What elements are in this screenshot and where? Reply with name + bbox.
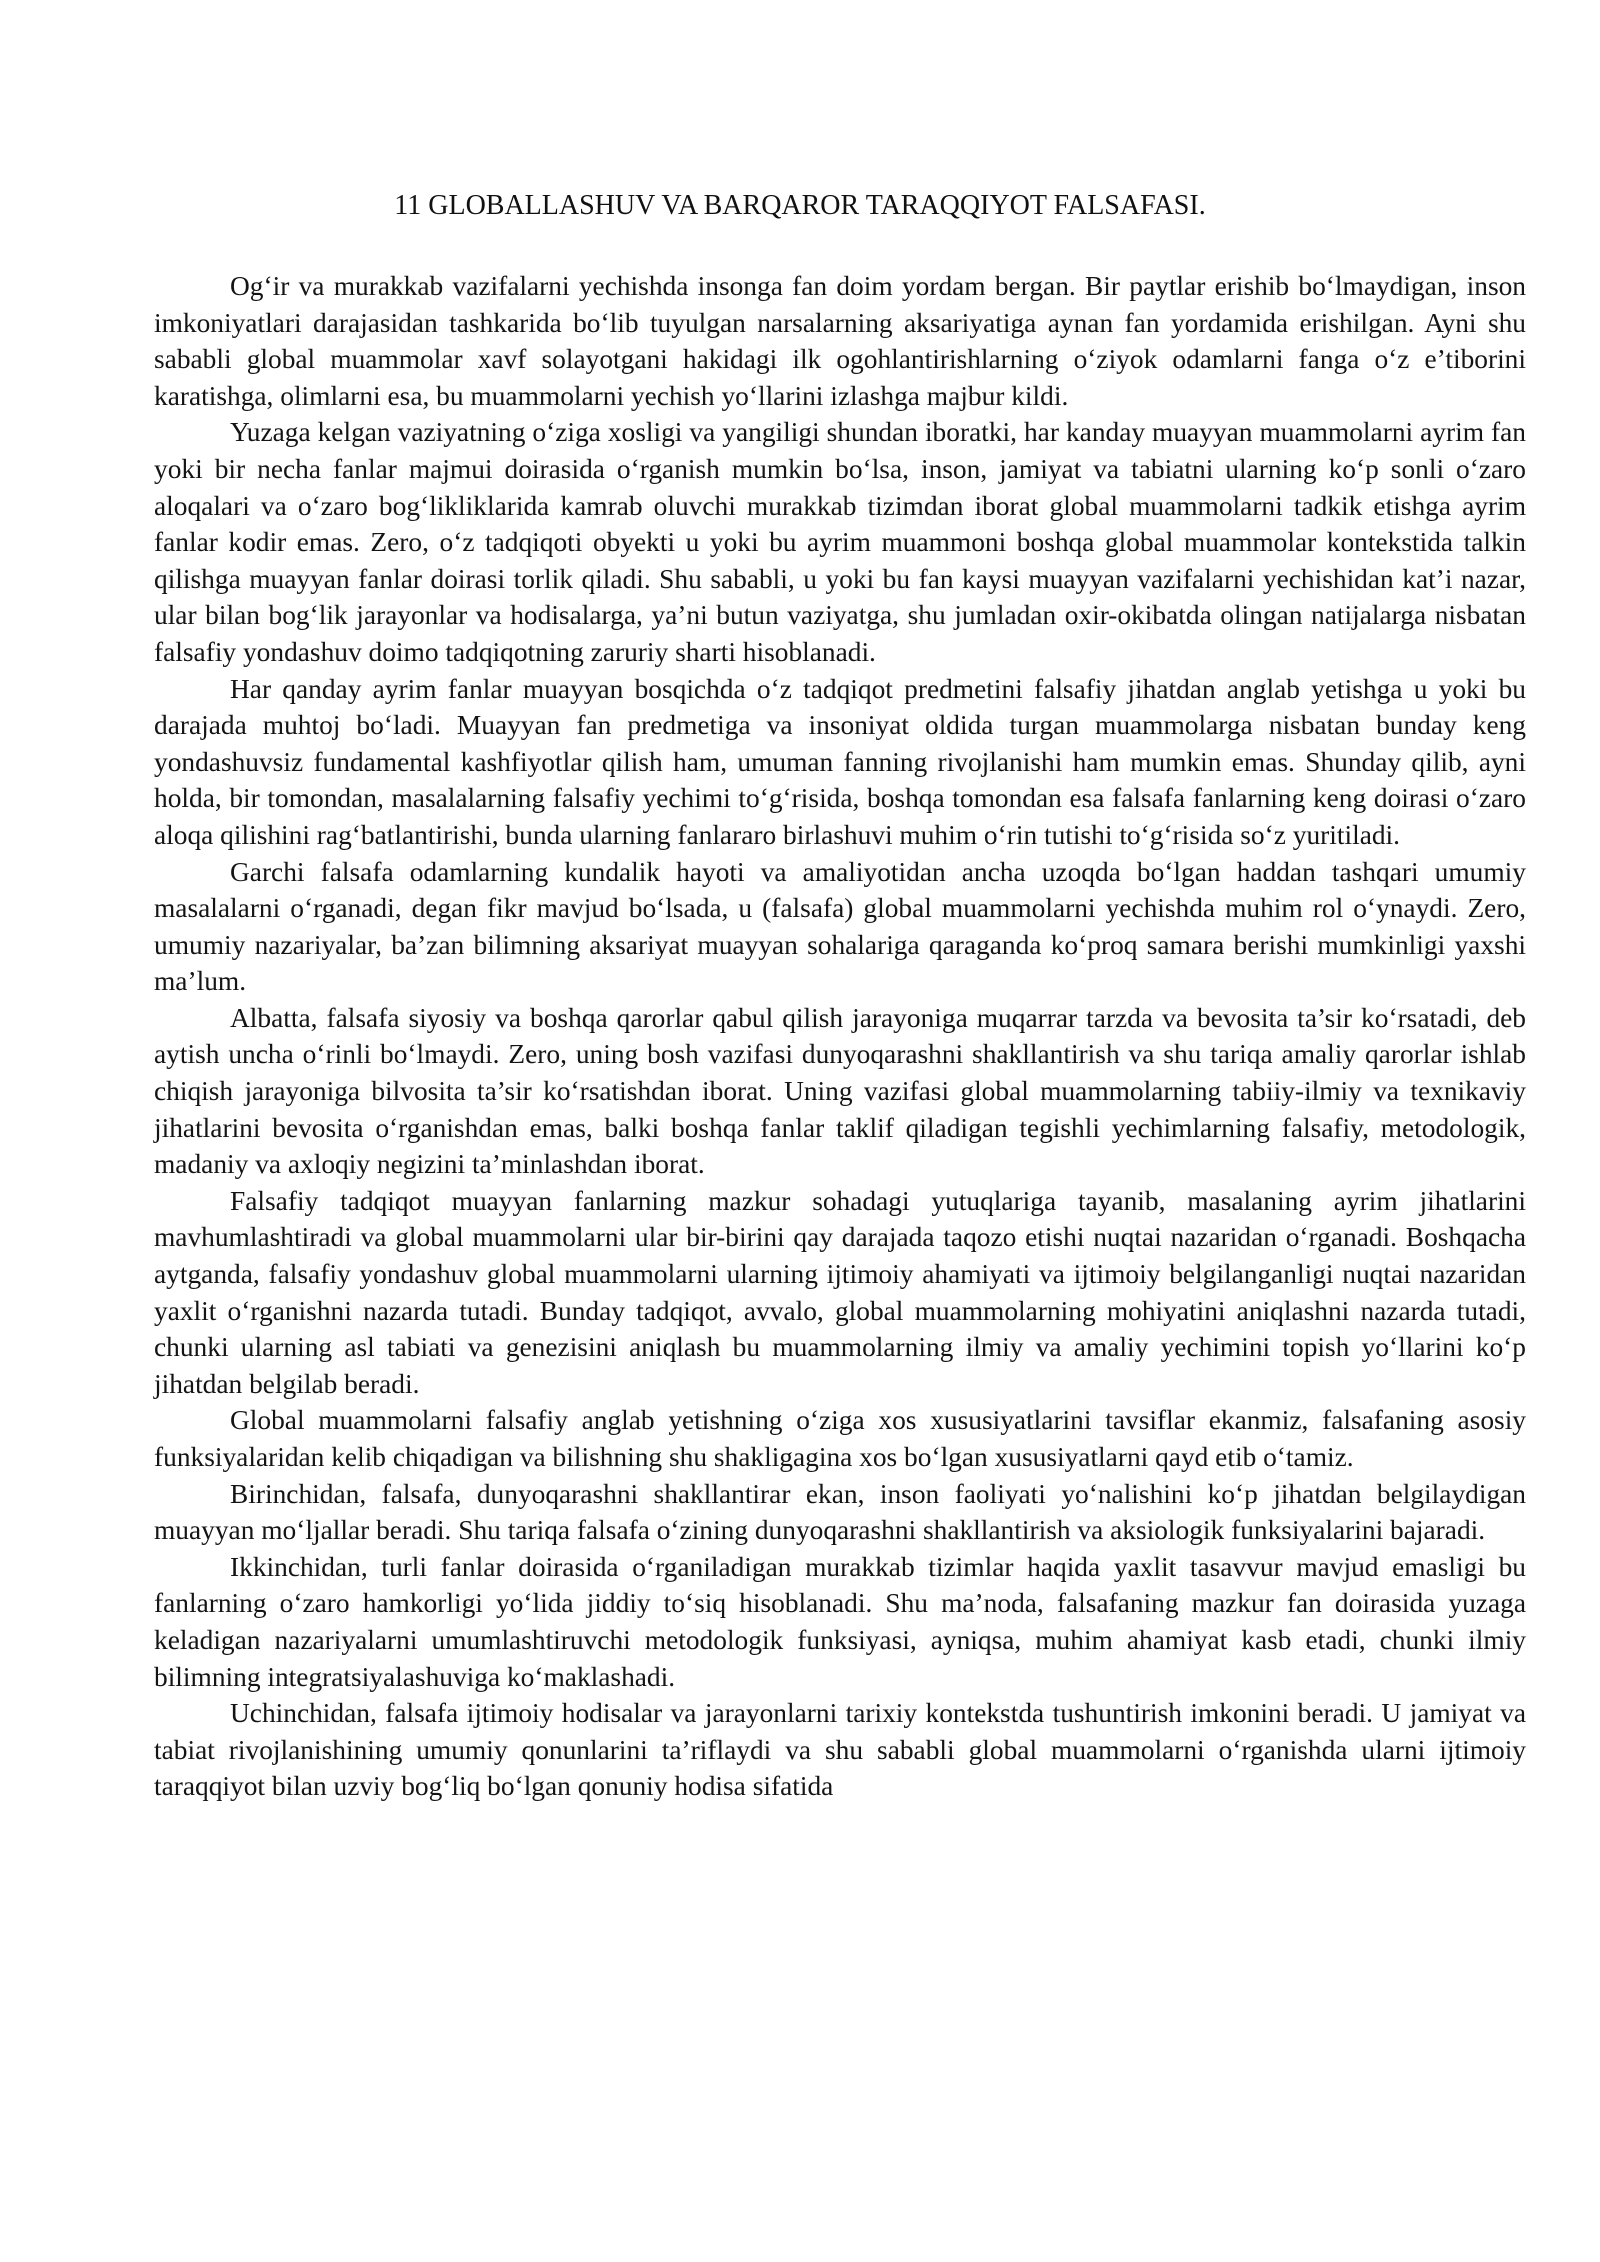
paragraph: Yuzaga kelgan vaziyatning o‘ziga xosligi va yangiligi shundan iboratki, har kanday muayyan muammolarni ayrim fan yoki bir necha fanlar majmui doirasida o‘rganish mumkin bo‘lsa, inson, jamiyat va tabiatni ularning ko‘p sonli o‘zaro aloqalari va o‘zaro bog‘likliklarida kamrab oluvchi murakkab tizimdan iborat global muammolarni tadkik etishga ayrim fanlar kodir emas. Zero, o‘z tadqiqoti obyekti u yoki bu ayrim muammoni boshqa global muammolar kontekstida talkin qilishga muayyan fanlar doirasi torlik qiladi. Shu sababli, u yoki bu fan kaysi muayyan vazifalarni yechishidan kat’i nazar, ular bilan bog‘lik jarayonlar va hodisalarga, ya’ni butun vaziyatga, shu jumladan oxir-okibatda olingan natijalarga nisbatan falsafiy yondashuv doimo tadqiqotning zaruriy sharti hisoblanadi. (154, 417, 1526, 667)
paragraph: Garchi falsafa odamlarning kundalik hayoti va amaliyotidan ancha uzoqda bo‘lgan haddan tashqari umumiy masalalarni o‘rganadi, degan fikr mavjud bo‘lsada, u (falsafa) global muammolarni yechishda muhim rol o‘ynaydi. Zero, umumiy nazariyalar, ba’zan bilimning aksariyat muayyan sohalariga qaraganda ko‘proq samara berishi mumkinligi yaxshi ma’lum. (154, 856, 1526, 997)
document-title: 11 GLOBALLASHUV VA BARQAROR TARAQQIYOT FALSAFASI. (394, 190, 1206, 221)
paragraph: Uchinchidan, falsafa ijtimoiy hodisalar va jarayonlarni tarixiy kontekstda tushuntirish imkonini beradi. U jamiyat va tabiat rivojlanishining umumiy qonunlarini ta’riflaydi va shu sababli global muammolarni o‘rganishda ularni ijtimoiy taraqqiyot bilan uzviy bog‘liq bo‘lgan qonuniy hodisa sifatida (154, 1698, 1526, 1802)
document-body (154, 268, 1526, 1805)
paragraph: Falsafiy tadqiqot muayyan fanlarning mazkur sohadagi yutuqlariga tayanib, masalaning ayrim jihatlarini mavhumlashtiradi va global muammolarni ular bir-birini qay darajada taqozo etishi nuqtai nazaridan o‘rganadi. Boshqacha aytganda, falsafiy yondashuv global muammolarni ularning ijtimoiy ahamiyati va ijtimoiy belgilanganligi nuqtai nazaridan yaxlit o‘rganishni nazarda tutadi. Bunday tadqiqot, avvalo, global muammolarning mohiyatini aniqlashni nazarda tutadi, chunki ularning asl tabiati va genezisini aniqlash bu muammolarning ilmiy va amaliy yechimini topish yo‘llarini ko‘p jihatdan belgilab beradi. (154, 1185, 1526, 1399)
paragraph: Ikkinchidan, turli fanlar doirasida o‘rganiladigan murakkab tizimlar haqida yaxlit tasavvur mavjud emasligi bu fanlarning o‘zaro hamkorligi yo‘lida jiddiy to‘siq hisoblanadi. Shu ma’noda, falsafaning mazkur fan doirasida yuzaga keladigan nazariyalarni umumlashtiruvchi metodologik funksiyasi, ayniqsa, muhim ahamiyat kasb etadi, chunki ilmiy bilimning integratsiyalashuviga ko‘maklashadi. (154, 1551, 1526, 1692)
paragraph: Og‘ir va murakkab vazifalarni yechishda insonga fan doim yordam bergan. Bir paytlar erishib bo‘lmaydigan, inson imkoniyatlari darajasidan tashkarida bo‘lib tuyulgan narsalarning aksariyatiga aynan fan yordamida erishilgan. Ayni shu sababli global muammolar xavf solayotgani hakidagi ilk ogohlantirishlarning o‘ziyok odamlarni fanga o‘z e’tiborini karatishga, olimlarni esa, bu muammolarni yechish yo‘llarini izlashga majbur kildi. (154, 271, 1526, 411)
paragraph: Har qanday ayrim fanlar muayyan bosqichda o‘z tadqiqot predmetini falsafiy jihatdan anglab yetishga u yoki bu darajada muhtoj bo‘ladi. Muayyan fan predmetiga va insoniyat oldida turgan muammolarga nisbatan bunday keng yondashuvsiz fundamental kashfiyotlar qilish ham, umuman fanning rivojlanishi ham mumkin emas. Shunday qilib, ayni holda, bir tomondan, masalalarning falsafiy yechimi to‘g‘risida, boshqa tomondan esa falsafa fanlarning keng doirasi o‘zaro aloqa qilishini rag‘batlantirishi, bunda ularning fanlararo birlashuvi muhim o‘rin tutishi to‘g‘risida so‘z yuritiladi. (154, 673, 1526, 850)
paragraph: Albatta, falsafa siyosiy va boshqa qarorlar qabul qilish jarayoniga muqarrar tarzda va bevosita ta’sir ko‘rsatadi, deb aytish uncha o‘rinli bo‘lmaydi. Zero, uning bosh vazifasi dunyoqarashni shakllantirish va shu tariqa amaliy qarorlar ishlab chiqish jarayoniga bilvosita ta’sir ko‘rsatishdan iborat. Uning vazifasi global muammolarning tabiiy-ilmiy va texnikaviy jihatlarini bevosita o‘rganishdan emas, balki boshqa fanlar taklif qiladigan tegishli yechimlarning falsafiy, metodologik, madaniy va axloqiy negizini ta’minlashdan iborat. (154, 1002, 1526, 1180)
paragraph: Global muammolarni falsafiy anglab yetishning o‘ziga xos xususiyatlarini tavsiflar ekanmiz, falsafaning asosiy funksiyalaridan kelib chiqadigan va bilishning shu shakligagina xos bo‘lgan xususiyatlarni qayd etib o‘tamiz. (154, 1405, 1526, 1472)
paragraph: Birinchidan, falsafa, dunyoqarashni shakllantirar ekan, inson faoliyati yo‘nalishini ko‘p jihatdan belgilaydigan muayyan mo‘ljallar beradi. Shu tariqa falsafa o‘zining dunyoqarashni shakllantirish va aksiologik funksiyalarini bajaradi. (154, 1478, 1526, 1546)
